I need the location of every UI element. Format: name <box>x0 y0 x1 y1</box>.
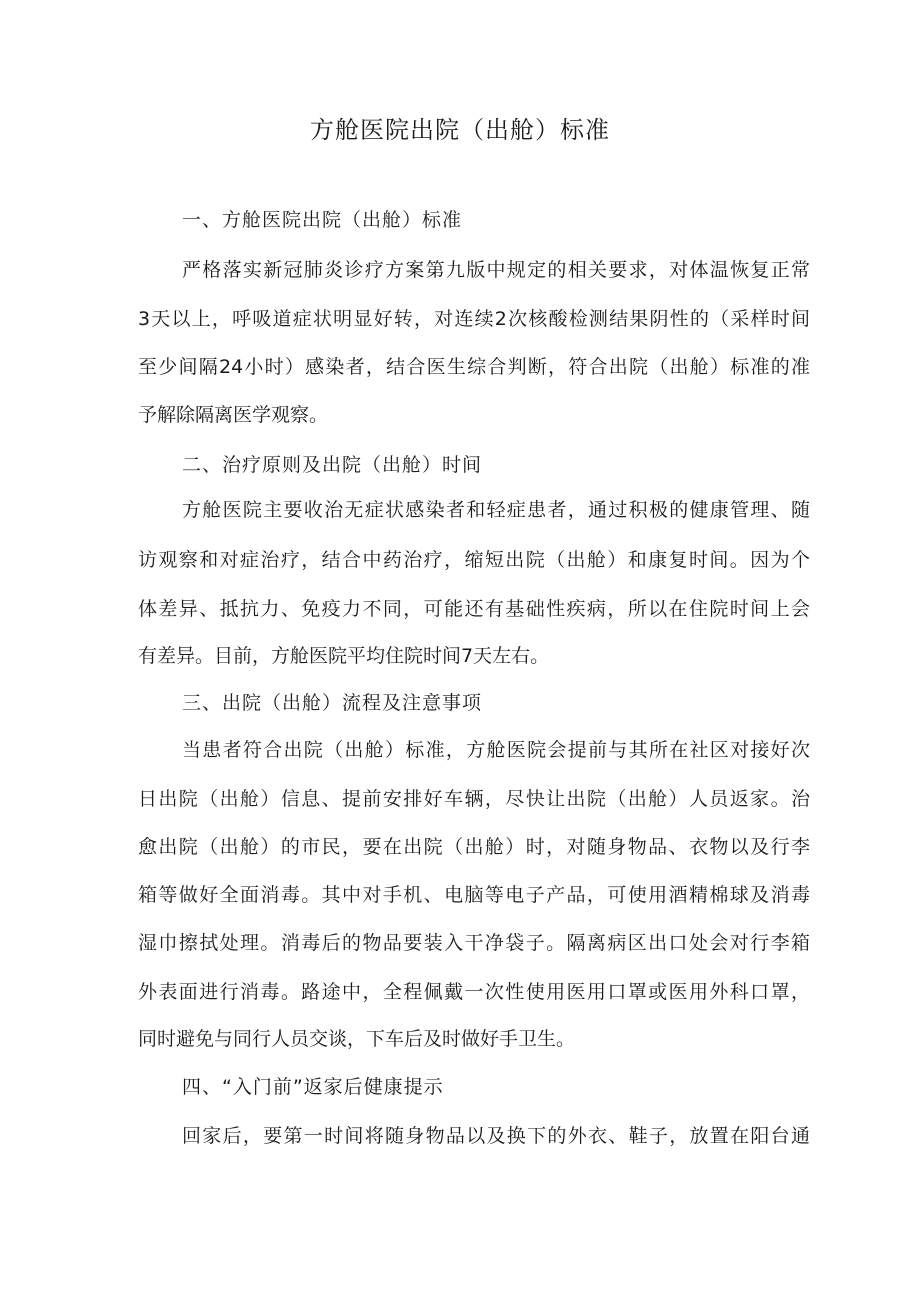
paragraph-line: 有差异。目前，方舱医院平均住院时间7天左右。 <box>138 645 550 667</box>
paragraph-line: 回家后，要第一时间将随身物品以及换下的外衣、鞋子，放置在阳台通 <box>182 1125 810 1147</box>
paragraph-line: 至少间隔24小时）感染者，结合医生综合判断，符合出院（出舱）标准的准 <box>138 356 810 378</box>
section-heading-1: 一、方舱医院出院（出舱）标准 <box>182 209 463 231</box>
paragraph-line: 严格落实新冠肺炎诊疗方案第九版中规定的相关要求，对体温恢复正常 <box>182 259 810 281</box>
paragraph-line: 日出院（出舱）信息、提前安排好车辆，尽快让出院（出舱）人员返家。治 <box>138 788 810 810</box>
section-heading-2: 二、治疗原则及出院（出舱）时间 <box>182 454 483 476</box>
paragraph-line: 箱等做好全面消毒。其中对手机、电脑等电子产品，可使用酒精棉球及消毒 <box>138 884 810 906</box>
paragraph-line: 外表面进行消毒。路途中，全程佩戴一次性使用医用口罩或医用外科口罩， <box>138 981 810 1003</box>
section-heading-3: 三、出院（出舱）流程及注意事项 <box>182 692 483 714</box>
paragraph-line: 当患者符合出院（出舱）标准，方舱医院会提前与其所在社区对接好次 <box>182 739 810 761</box>
paragraph-line: 3天以上，呼吸道症状明显好转，对连续2次核酸检测结果阴性的（采样时间 <box>138 308 810 330</box>
document-title: 方舱医院出院（出舱）标准 <box>310 116 610 144</box>
paragraph-line: 访观察和对症治疗，结合中药治疗，缩短出院（出舱）和康复时间。因为个 <box>138 549 810 571</box>
paragraph-line: 湿巾擦拭处理。消毒后的物品要装入干净袋子。隔离病区出口处会对行李箱 <box>138 932 810 954</box>
paragraph-line: 体差异、抵抗力、免疫力不同，可能还有基础性疾病，所以在住院时间上会 <box>138 598 810 620</box>
paragraph-line: 予解除隔离医学观察。 <box>138 404 329 426</box>
paragraph-line: 愈出院（出舱）的市民，要在出院（出舱）时，对随身物品、衣物以及行李 <box>138 836 810 858</box>
paragraph-line: 方舱医院主要收治无症状感染者和轻症患者，通过积极的健康管理、随 <box>182 499 810 521</box>
paragraph-line: 同时避免与同行人员交谈，下车后及时做好手卫生。 <box>138 1028 576 1050</box>
section-heading-4: 四、“入门前”返家后健康提示 <box>182 1076 444 1098</box>
